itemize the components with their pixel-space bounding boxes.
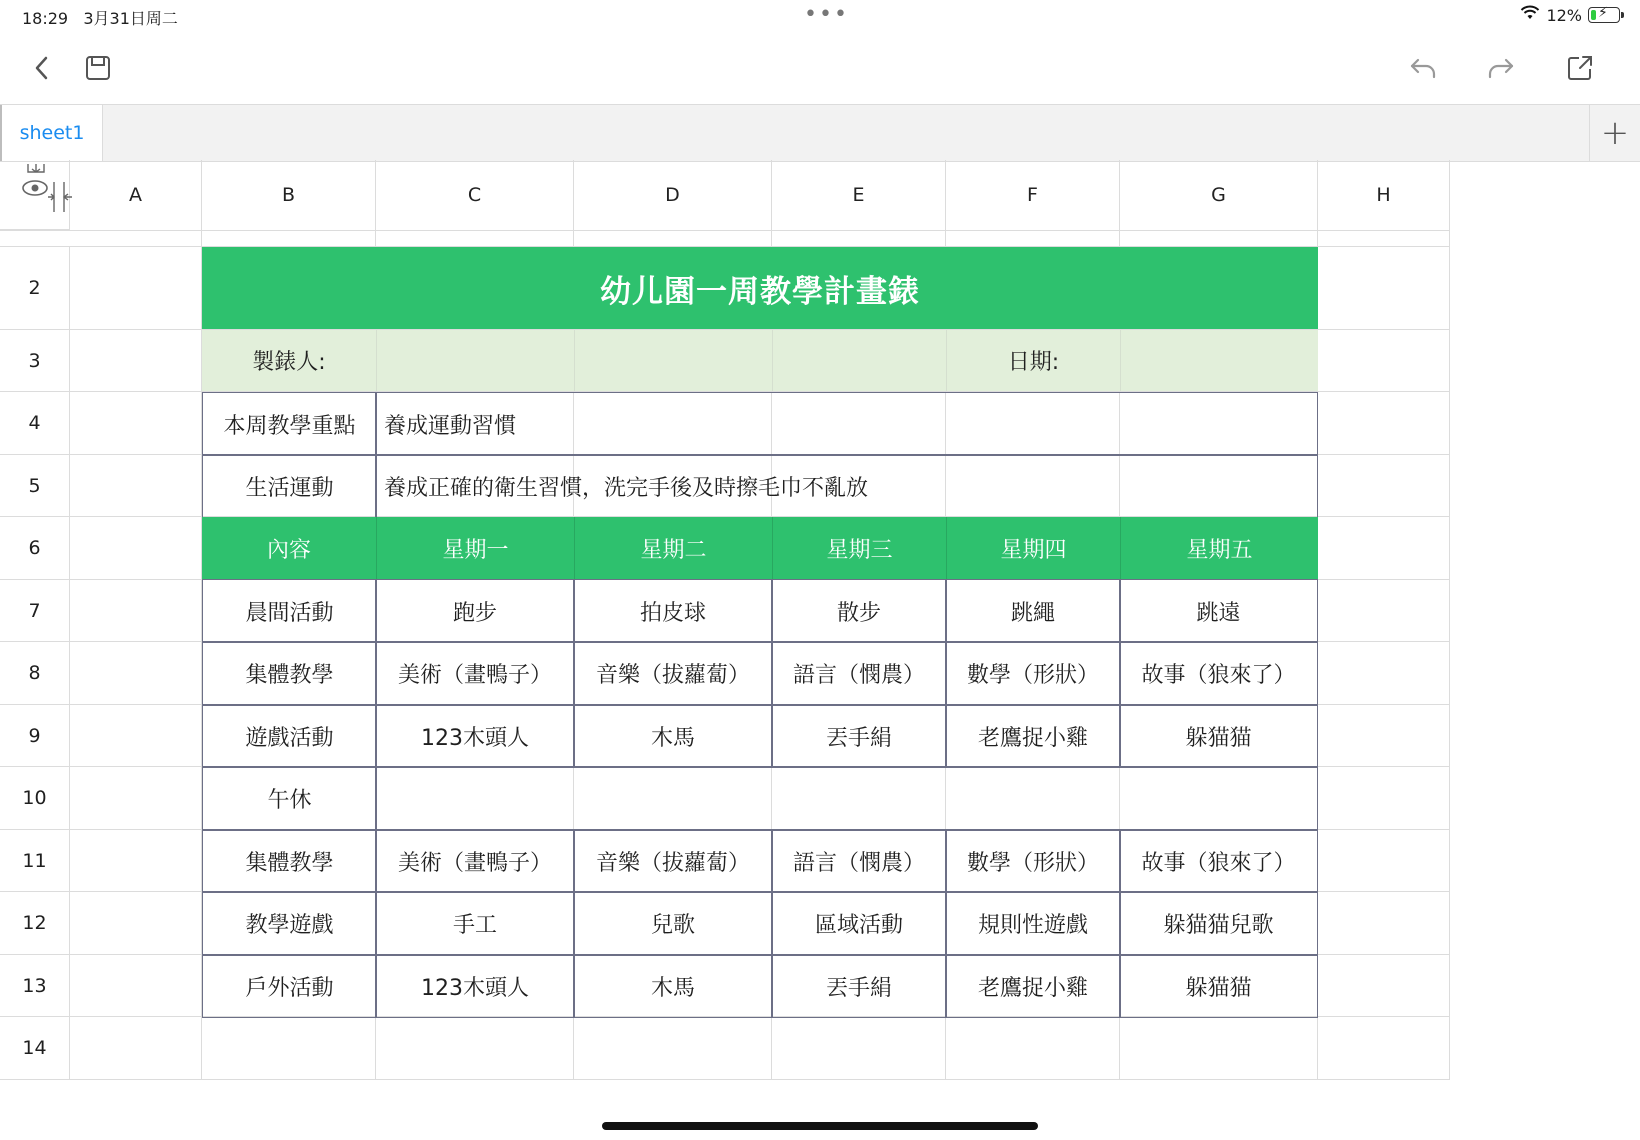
header-cell[interactable]: 星期一: [376, 517, 574, 579]
date-label-cell[interactable]: 日期:: [946, 330, 1120, 391]
life-label-cell[interactable]: 生活運動: [202, 454, 377, 518]
table-cell[interactable]: 跳繩: [945, 579, 1121, 643]
maker-label-cell[interactable]: 製錶人:: [202, 330, 376, 391]
gridline: [70, 1079, 1450, 1080]
row-header-11[interactable]: 11: [0, 830, 70, 892]
table-cell[interactable]: 語言（憫農）: [771, 641, 947, 706]
back-button[interactable]: [22, 48, 62, 88]
table-cell[interactable]: 晨間活動: [202, 579, 377, 643]
wifi-icon: [1520, 5, 1540, 25]
table-cell[interactable]: 丟手絹: [771, 704, 947, 768]
table-cell[interactable]: 丟手絹: [771, 954, 947, 1018]
row-header-6[interactable]: 6: [0, 517, 70, 580]
column-header-b[interactable]: B: [202, 160, 376, 230]
table-cell[interactable]: 集體教學: [202, 829, 377, 893]
row-header-8[interactable]: 8: [0, 642, 70, 705]
table-cell[interactable]: 老鷹捉小雞: [945, 954, 1121, 1018]
table-cell[interactable]: 躲猫猫: [1119, 954, 1318, 1018]
table-cell[interactable]: 故事（狼來了）: [1119, 829, 1318, 893]
table-cell[interactable]: 跑步: [375, 579, 575, 643]
nap-value-cell[interactable]: [375, 766, 1318, 831]
focus-value-cell[interactable]: 養成運動習慣: [375, 392, 1318, 456]
status-bar: [0, 0, 1640, 34]
table-cell[interactable]: 美術（畫鴨子）: [375, 829, 575, 893]
date-value-cell[interactable]: [1120, 330, 1318, 391]
table-cell[interactable]: 美術（畫鴨子）: [375, 641, 575, 706]
focus-label-cell[interactable]: 本周教學重點: [202, 392, 377, 456]
maker-value-cell[interactable]: [376, 330, 574, 391]
toolbar: [0, 38, 1640, 100]
table-cell[interactable]: 戶外活動: [202, 954, 377, 1018]
table-cell[interactable]: 集體教學: [202, 641, 377, 706]
table-cell[interactable]: 拍皮球: [573, 579, 773, 643]
table-cell[interactable]: 手工: [375, 891, 575, 956]
save-icon: [85, 55, 111, 81]
life-value-cell[interactable]: 養成正確的衛生習慣，洗完手後及時擦毛巾不亂放: [375, 454, 1318, 518]
undo-icon: [1408, 56, 1438, 80]
table-cell[interactable]: 故事（狼來了）: [1119, 641, 1318, 706]
save-button[interactable]: [78, 48, 118, 88]
sheet-tabs-bar: [0, 104, 1640, 162]
table-cell[interactable]: 木馬: [573, 704, 773, 768]
column-header-g[interactable]: G: [1120, 160, 1318, 230]
table-cell[interactable]: 音樂（拔蘿蔔）: [573, 829, 773, 893]
redo-icon: [1486, 56, 1516, 80]
table-cell[interactable]: 音樂（拔蘿蔔）: [573, 641, 773, 706]
battery-percent: 12%: [1546, 5, 1582, 25]
share-button[interactable]: [1560, 48, 1600, 88]
table-cell[interactable]: 數學（形狀）: [945, 641, 1121, 706]
row-header-9[interactable]: 9: [0, 705, 70, 767]
table-cell[interactable]: 教學遊戲: [202, 891, 377, 956]
row-header-13[interactable]: 13: [0, 955, 70, 1017]
redo-button[interactable]: [1481, 48, 1521, 88]
nap-label-cell[interactable]: 午休: [202, 766, 377, 831]
status-date: 3月31日周二: [83, 9, 178, 28]
table-cell[interactable]: 區域活動: [771, 891, 947, 956]
row-header-2[interactable]: 2: [0, 247, 70, 330]
header-divider: [0, 230, 1450, 231]
header-cell[interactable]: 內容: [202, 517, 376, 579]
table-cell[interactable]: 躲猫猫: [1119, 704, 1318, 768]
status-time: 18:29 3月31日周二: [22, 9, 178, 28]
table-cell[interactable]: 散步: [771, 579, 947, 643]
row-header-12[interactable]: 12: [0, 892, 70, 955]
row-header-14[interactable]: 14: [0, 1017, 70, 1080]
share-icon: [1567, 55, 1593, 81]
column-header-h[interactable]: H: [1318, 160, 1450, 230]
header-cell[interactable]: 星期三: [772, 517, 946, 579]
column-header-c[interactable]: C: [376, 160, 574, 230]
sheet-title-cell[interactable]: 幼儿園一周教學計畫錶: [202, 247, 1318, 329]
add-sheet-button[interactable]: +: [1589, 105, 1640, 161]
column-header-a[interactable]: A: [70, 160, 202, 230]
header-cell[interactable]: 星期五: [1120, 517, 1318, 579]
column-header-d[interactable]: D: [574, 160, 772, 230]
column-header-e[interactable]: E: [772, 160, 946, 230]
chevron-left-icon: [31, 55, 53, 81]
table-cell[interactable]: 語言（憫農）: [771, 829, 947, 893]
table-cell[interactable]: 123木頭人: [375, 954, 575, 1018]
row-header-7[interactable]: 7: [0, 580, 70, 642]
row-header-3[interactable]: 3: [0, 330, 70, 392]
gridline: [1449, 230, 1450, 1080]
table-cell[interactable]: 規則性遊戲: [945, 891, 1121, 956]
tab-sheet1[interactable]: sheet1: [0, 105, 103, 161]
header-cell[interactable]: 星期二: [574, 517, 772, 579]
table-cell[interactable]: 木馬: [573, 954, 773, 1018]
table-cell[interactable]: 跳遠: [1119, 579, 1318, 643]
row-header-10[interactable]: 10: [0, 767, 70, 830]
table-cell[interactable]: 數學（形狀）: [945, 829, 1121, 893]
table-cell[interactable]: 老鷹捉小雞: [945, 704, 1121, 768]
table-cell[interactable]: 123木頭人: [375, 704, 575, 768]
table-cell[interactable]: 兒歌: [573, 891, 773, 956]
table-cell[interactable]: 遊戲活動: [202, 704, 377, 768]
header-cell[interactable]: 星期四: [946, 517, 1120, 579]
info-cell-d3[interactable]: [574, 330, 772, 391]
battery-charging-icon: ⚡: [1588, 7, 1620, 23]
column-header-f[interactable]: F: [946, 160, 1120, 230]
multitask-dots-icon[interactable]: •••: [804, 2, 849, 27]
row-header-5[interactable]: 5: [0, 455, 70, 517]
select-all-corner[interactable]: [0, 160, 70, 230]
table-cell[interactable]: 躲猫猫兒歌: [1119, 891, 1318, 956]
info-cell-e3[interactable]: [772, 330, 946, 391]
home-indicator[interactable]: [602, 1122, 1038, 1130]
undo-button[interactable]: [1403, 48, 1443, 88]
row-header-4[interactable]: 4: [0, 392, 70, 455]
